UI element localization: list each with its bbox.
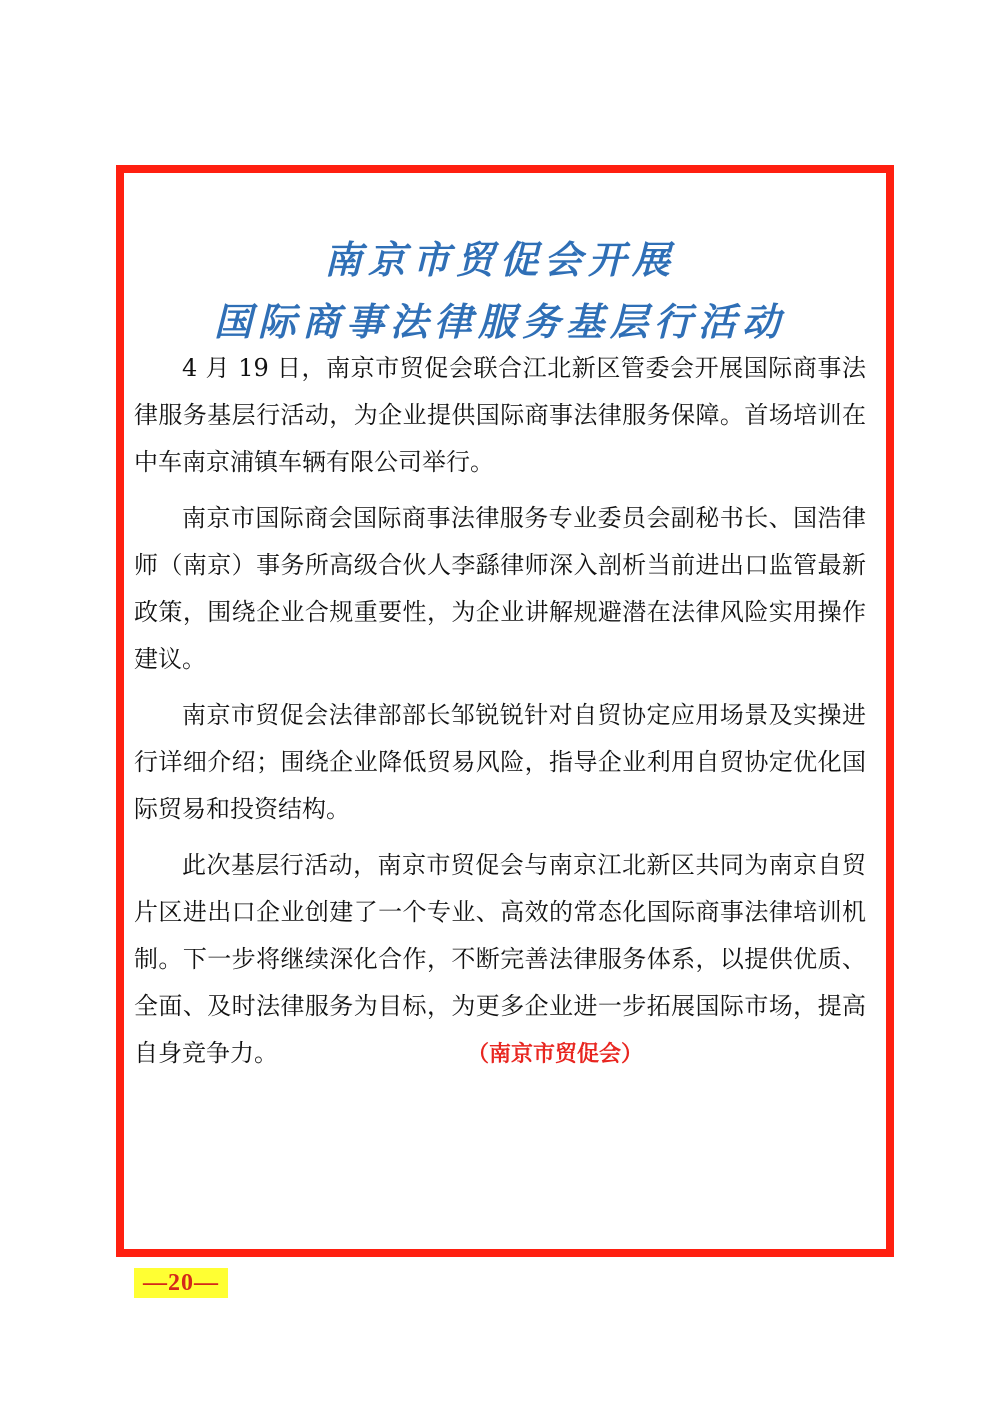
paragraph-4 bbox=[134, 842, 866, 1078]
source-attribution: （南京市贸促会） bbox=[478, 1041, 644, 1067]
article-title-line-2: 国际商事法律服务基层行活动 bbox=[213, 299, 786, 344]
paragraph-2: 南京市国际商会国际商事法律服务专业委员会副秘书长、国浩律师（南京）事务所高级合伙人李繇律师深入剖析当前进出口监管最新政策，围绕企业合规重要性，为企业讲解规避潜在法律风险实用操作建议。 bbox=[134, 504, 866, 673]
paragraph-4-text: 此次基层行活动，南京市贸促会与南京江北新区共同为南京自贸片区进出口企业创建了一个专业、高效的常态化国际商事法律培训机制。下一步将继续深化合作，不断完善法律服务体系，以提供优质、全面、及时法律服务为目标，为更多企业进一步拓展国际市场，提高自身竞争力。 bbox=[134, 851, 866, 1067]
article-body bbox=[134, 345, 866, 1087]
page-number: —20— bbox=[134, 1268, 228, 1298]
paragraph-1: 4 月 19 日，南京市贸促会联合江北新区管委会开展国际商事法律服务基层行活动，为企业提供国际商事法律服务保障。首场培训在中车南京浦镇车辆有限公司举行。 bbox=[134, 354, 866, 476]
article-title-line-1: 南京市贸促会开展 bbox=[323, 237, 676, 282]
paragraph-3: 南京市贸促会法律部部长邹锐锐针对自贸协定应用场景及实操进行详细介绍；围绕企业降低贸易风险，指导企业利用自贸协定优化国际贸易和投资结构。 bbox=[134, 701, 866, 823]
